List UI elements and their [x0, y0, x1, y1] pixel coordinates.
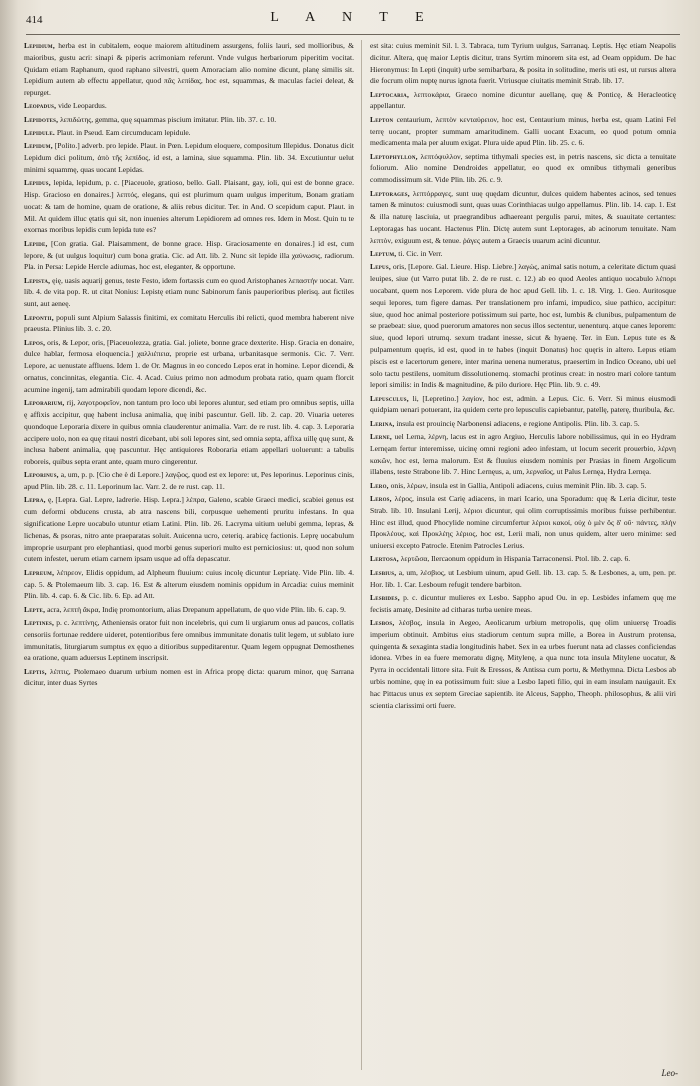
dictionary-entry: [370, 418, 676, 430]
entry-lemma: Lerina,: [370, 418, 395, 428]
dictionary-entry: [370, 261, 676, 391]
dictionary-entry: [24, 567, 354, 602]
dictionary-entry: [24, 275, 354, 310]
entry-text: Plaut. in Pseud. Eam circumducam lepidule.: [56, 128, 191, 138]
entry-lemma: Lepra,: [24, 495, 46, 505]
entry-lemma: Lepos,: [24, 337, 46, 347]
entry-text: insula est prouincię Narbonensi adiacens, e regione Antipolis. Plin. lib. 3. cap. 5.: [396, 418, 640, 428]
column-rule: [361, 40, 362, 1070]
dictionary-entry: [370, 493, 676, 552]
entry-lemma: Leptocaria,: [370, 89, 410, 99]
dictionary-entry: [24, 100, 354, 112]
left-column: [24, 40, 354, 1076]
entry-text: herba est in cubitalem, eoque maiorem altitudinem assurgens, foliis lauri, sed mollioribus, & maioribus, gustu acri: sinapi & piperis acrimoniam referunt. Vnde vulgus herbariorum piperitim vocitat. Quidam etiam Raphanum, quod raphano silvestri, quem Amoraciam alio nomine dicunt, planę similis sit. Lepidium autem ab effectu appellatur, quod πᾶς λεπίδας, hoc est, squammas, & maculas faciei deleat, & repurget.: [24, 41, 354, 98]
entry-text: p. c. λεπτίνης, Atheniensis orator fuit non incelebris, qui cum li urgiarum onus ad paucos, collatis censoriis fortunae reddere uideret, potentioribus fere omnibus immunitate donatis tulit legem, ut sublato iure immunitatis, liturgiarum sumptus ex ęquo a ditioribus suppeditarentur. Quam legem oppugnat Demosthenes ea oratione, quam aduersus Leptinem inscripsit.: [24, 617, 354, 663]
page-number: 414: [26, 14, 43, 26]
entry-lemma: Lertosa,: [370, 554, 399, 564]
entry-text: vide Leopardus.: [58, 101, 107, 111]
entry-text: λέρος, insula est Carię adiacens, in mari Icario, una Sporadum: quę & Leria dicitur, teste Strab. lib. 10. Insulani Lerij, λέριοι dicuntur, qui olim corruptissimis moribus fuisse perhibentur. Hinc est illud, quod Phocylide nomine circumfertur λέριοι κακοί, οὐχ ὁ μὲν ὃς δ' οὔ· πάντες, πλὴν Προκλέους, καὶ Προκλέης λέριος, hoc est, Lerii mali, non unus quidem, alter uero minime: sed uniuersi excepto Patrocle. Etenim Patrocles Lerius.: [370, 493, 676, 551]
dictionary-entry: [370, 89, 676, 113]
entry-lemma: Lepidus,: [24, 178, 51, 188]
page-header: [26, 8, 680, 35]
entry-lemma: Lepidum,: [24, 141, 53, 151]
dictionary-entry: [24, 140, 354, 175]
right-column: [370, 40, 676, 1076]
entry-lemma: Leporinus,: [24, 470, 59, 480]
entry-text: λεπτοκάρια, Graeco nomine dicuntur auellanę, quę & Ponticę, & Heracleoticę appellantur.: [370, 89, 676, 111]
dictionary-entry: [24, 604, 354, 616]
entry-text: ęię, uasis aquarij genus, teste Festo, idem fortassis cum eo quod Aristophanes λεπαστήν uocat. Varr. lib. 4. de vita pop. R. ut citat Nonius: Lepistę etiam nunc Sabinorum fanis pauperioribus plerisq. aut fictiles sunt, aut aeneę.: [24, 275, 354, 309]
entry-lemma: Lepus,: [370, 262, 391, 272]
entry-lemma: Lepte,: [24, 604, 46, 614]
entry-lemma: Lero,: [370, 480, 389, 490]
entry-text: [Polito.] adverb. pro lepide. Plaut. in Pœn. Lepidum eloquere, compositum Illepidus. Donatus dicit Lepidum dici politum, ἀπὸ τῆς λεπίδος, id est, a lamina, siue squamma. Plin. lib. 34. Excutiuntur uelut minimi squammę, quas uocant Lepidas.: [24, 141, 354, 174]
dictionary-entry: [24, 114, 354, 126]
entry-text: λεπτόφυλλον, septima tithymali species est, in petris nascens, sic dicta a tenuitate foliorum. Alio nomine Dendroides appellatur, eo quod ex omnibus tithymali generibus commodissimum sit. Vide Plin. lib. 26. c. 9.: [370, 151, 676, 185]
entry-lemma: Leporarium,: [24, 398, 65, 408]
entry-lemma: Lerne,: [370, 432, 393, 441]
entry-text: rij, λαγοτροφεῖον, non tantum pro loco ubi lepores aluntur, sed etiam pro omnibus septis, uilla ę affixis accipitur, quę habent inclusa animalia, quę inibi pascuntur. Gell. lib. 2. cap. 20. Viuaria ueteres quondoque Leporaria dixere in quibus omnia clauderentur animalia. Varr. de re rust. lib. 4. cap. 3. Leporaria accipere uolo, non ea quę ritaui nostri dicebant, ubi soli lepores sint, sed omnia septa, affixa uillę quę sunt, & inclusa habent animalia, quę pascuntur. Hęc antiquiores Roboraria etiam appellari uoluerunt: a tabulis roboreis, quibus septa erant ante, quam muro cingerentur.: [24, 398, 354, 467]
dictionary-entry: [24, 617, 354, 664]
dictionary-entry: [370, 480, 676, 492]
entry-text: λεπτόρραγες, sunt uuę quędam dicuntur, dulces quidem habentes acinos, sed tenues tamen & minutos: cuiusmodi sunt, quas uuas Corinthiacas uulgo appellamus. Plin. lib. 14. cap. 1. Est & illa naturę lasciuia, ut praegrandibus adhaereant pergulis parui, mites, & suauitate certantes: Leptoragas has uocant. Hactenus Plin. Dictę autem sunt Leptorages, ab acinorum tenuitate. Nam λεπτὸν, exiguum est, & tenue. ῥάγες autem a Graecis uuarum acini dicuntur.: [370, 188, 676, 245]
entry-lemma: Lepontii,: [24, 312, 54, 322]
entry-text: uel Lerna, λέρνη, lacus est in agro Argiuo, Herculis labore nobilissimus, qui in eo Hydram Lernęam fertur interemisse, uicinę omni regioni adeo infestam, ut locum secerit prouerbio, λέρνη κακῶν, hoc est, lerna malorum. Est & fluuius eiusdem nominis per Prasias in finem Argolicum illabens, teste Strabone lib. 7. Hinc Lernęus, a, um, λερναῖος, ut Palus Lernęa, Hydra Lernęa.: [370, 432, 676, 477]
entry-lemma: Lesbides,: [370, 592, 400, 602]
entry-lemma: Leros,: [370, 493, 392, 503]
dictionary-entry: [370, 114, 676, 149]
entry-text: p. c. dicuntur mulieres ex Lesbo. Sappho apud Ou. in ep. Lesbides infamem quę me fecistis amatę, Desinite ad citharas turba uenire meas.: [370, 592, 676, 614]
dictionary-entry: [24, 40, 354, 99]
entry-lemma: Lepidium,: [24, 41, 55, 50]
entry-text: λέσβος, insula in Aegeo, Aeolicarum urbium metropolis, quę olim uniuersę Troadis imperium obtinuit. Ambitus eius stadiorum centum supra mille, a Borea in Austrum protensa, quingenta & sexaginta stadia longitudinis habet. Sex in ea urbes fuerunt nata ad classes conficiendas idonea. Vrbes in ea fuere memoratu dignę, Mitylenę, a qua nunc tota insula Mitylene uocatur, & Pyrra in occidentali littore sita. Fuit & Eressos, & Antissa cum portu, & Methymna. Dicta Lesbos ab urbis nomine, quę in ea potissimum fuit: siue a Lesbo Iapeti filio, qui in eam insulam nauigauit. Ex hac Pittacus unus ex septem Greciae sapientib. ite Alceus, Sappho, Theoph. philosophus, & alii viri scientia clarissimi orti fuere.: [370, 617, 676, 710]
dictionary-entry: [24, 312, 354, 336]
entry-text: λέπρεον, Elidis oppidum, ad Alpheum fluuium: cuius incolę dicuntur Lepriatę. Vide Plin. lib. 4. cap. 5. & Ptolemaeum lib. 3. cap. 16. Est & alterum eiusdem nominis oppidum in Arcadia: cuius meminit Plin. lib. 4. cap. 6. & Cic. lib. 6. Ep. ad Att.: [24, 567, 354, 601]
entry-text: λερτῶσα, Ilercaonum oppidum in Hispania Tarraconensi. Ptol. lib. 2. cap. 6.: [400, 554, 631, 564]
dictionary-entry: [370, 567, 676, 591]
entry-text: oris, [Lepore. Gal. Lieure. Hisp. Liebre.] λαγώς, animal satis notum, a celeritate dictum quasi leuipes, siue (ut Varro putat lib. 2. de re rust. c. 12.) ab eo quod Aeoles antiquo uocabulo λέπορι uocabant, quem nos Leporem. vide plura de hoc apud Gell. lib. 1. c. 18. Virg. 1. Geo. Auritosque sequi lepores, tum figere damas. Per translationem pro infami, impudico, siue pathico, accipitur: siue, quod hoc animal posteriore potissimum sui parte, hoc est, lumbis & clunibus, pulpamentum de se praebeat: siue, quod puerorum amatores non secus illos sectentur, uenenturq. atque canes leporem: siue, quod lepori utrumq. sexum tradant inesse, sicut & hyaenę. Ter. in Eun. Lepus tute es & pulpamentum quęris, id est, quod in te habes (inquit Donatus) hoc quęris in altero. Lepus etiam piscis est e lacertorum genere, inter marina uenena numeratus, praesertim in Indico Oceano, ubi uel solo tactu pestilens, uomitum dissolutionemq. stomachi protinus creat: in nostro mari colore tantum lepori similis: in Indis & magnitudine, & pilo duriore. Hęc Plin. lib. 9. c. 49.: [370, 262, 676, 390]
entry-lemma: Leptophyllon,: [370, 151, 418, 161]
dictionary-entry: [370, 188, 676, 247]
entry-text: λέπτις, Ptolemaeo duarum urbium nomen est in Africa propę dicta: quarum minor, quę Sarrana dicitur, inter duas Syrtes: [24, 666, 354, 688]
dictionary-entry: [370, 553, 676, 565]
entry-text: ti. Cic. in Verr.: [398, 249, 443, 259]
entry-lemma: Lesbius,: [370, 567, 397, 577]
dictionary-entry: [370, 393, 676, 417]
running-head: L A N T E: [270, 10, 436, 25]
dictionary-entry: [370, 151, 676, 186]
entry-lemma: Lesbos,: [370, 617, 395, 627]
dictionary-entry: [24, 177, 354, 236]
entry-lemma: Leopadus,: [24, 101, 57, 111]
entry-text: lepida, lepidum, p. c. [Piaceuole, gratioso, bello. Gall. Plaisant, gay, ioli, qui est de bonne grace. Hisp. Gracioso en donaires.] λεπτός, elegans, qui est plurimum quam uulgus imperitum, Bonam gratiam uocat: & tam de homine, quam de oratione, & aliis rebus dicitur. Ter. in And. O scepidum caput. Plaut. in Mil. At quidem illuc ętatis qui sit, non inuenies alterum Lepidiorem ad omnes res. Idem in Most. Quin tu te exornas moribus lepidis cum lepida tute es?: [24, 178, 354, 235]
dictionary-entry: [24, 238, 354, 273]
entry-lemma: Lepreum,: [24, 567, 55, 577]
catchword: Leo-: [661, 1068, 678, 1078]
entry-lemma: Lepusculus,: [370, 393, 409, 403]
dictionary-entry: [370, 40, 676, 87]
entry-text: onis, λέρων, insula est in Gallia, Antipoli adiacens, cuius meminit Plin. lib. 3. cap. 5.: [390, 480, 647, 490]
dictionary-entry: [24, 397, 354, 468]
entry-text: centaurium, λεπτὸν κενταύρειον, hoc est, Centaurium minus, herba est, quam Latini Fel terrę uocant, propter summam amaritudinem. Galli uocant Exacum, eo quod potum omnia medicamenta mala per aluum exigat. Plura uide apud Plin. lib. 25. c. 6.: [370, 114, 676, 148]
entry-lemma: Leptum,: [370, 249, 397, 259]
entry-text: ę, [Lepra. Gal. Lepre, ladrerie. Hisp. Lepra.] λέπρα, Galeno, scabie Graeci medici, scabiei genus est cum deformi obducens crusta, ab atra nascens bili, corpusque uehementi pruritu infestans. In qua significatione Lepre uocabulo utuntur etiam Latini. Plin. lib. 26. Lacryma uitium uelubi gemma, lepras, & lichenas, & psoras, nitro ante praeparatas soluit. Auicenna ucro, ceteriq. arabicę factionis. Leprę uocabulum improprie usurpant pro elephantiasi, quod morbi genus superiori multo est perniciosius: ut, quod non solum cutem infestet, uerum etiam carnem ipsam usque ad offa depascatur.: [24, 495, 354, 564]
entry-lemma: Leptines,: [24, 617, 55, 627]
entry-lemma: Lepide,: [24, 238, 48, 248]
entry-lemma: Lepidotes,: [24, 114, 59, 124]
entry-text: λεπιδώτης, gemma, quę squammas piscium imitatur. Plin. lib. 37. c. 10.: [60, 114, 277, 124]
entry-text: est sita: cuius meminit Sil. l. 3. Tabraca, tum Tyrium uulgus, Sarranaq. Leptis. Hęc etiam Neapolis dicitur. Altera, quę maior Leptis dicitur, trans Syrtim minorem sita est, ad Oeam oppidum. De hac Hieronymus: In Lepti (inquit) urbe semibarbara, & posita in solitudine, meris uti est, ut rursus altera die focrum olim nuptę nurus ignota fuerit. Vtriusque ciuitatis meminit Strab. lib. 17.: [370, 41, 676, 86]
entry-text: populi sunt Alpium Salassis finitimi, ex comitatu Herculis ibi relicti, quod membra haberent nive praeusta. Plinius lib. 3. c. 20.: [24, 312, 354, 334]
entry-text: [Con gratia. Gal. Plaisamment, de bonne grace. Hisp. Graciosamente en donaires.] id est, cum lepore, & (ut uulgus loquitur) cum bona gratia. Cic. ad Att. lib. 2. Nunc sit lepide illa χαύνωσις, radiorum. Pla. in Persa: Lepide Hercle adiumas, hoc est, eleganter, & opportune.: [24, 238, 354, 272]
entry-text: a, um, p. p. [Cio che è di Lepore.] λαγῷος, quod est ex lepore: ut, Pes leporinus. Leporinus cinis, apud Plin. lib. 28. c. 11. Leporinum lac. Varr. 2. de re rust. cap. 11.: [24, 470, 354, 492]
entry-lemma: Lepista,: [24, 275, 51, 285]
gutter-shadow: [0, 0, 18, 1086]
entry-text: a, um, λέσβιος, ut Lesbium uinum, apud Gell. lib. 13. cap. 5. & Lesbones, a, um, pen. pr. Hor. lib. 1. Car. Lesboum refugit tendere barbiton.: [370, 567, 676, 589]
dictionary-entry: [370, 248, 676, 260]
entry-text: oris, & Lepor, oris, [Piaceuolezza, gratia. Gal. joliete, bonne grace dexterite. Hisp. Gracia en donaire, dulce hablar, fermosa eloquencia.] χαλλιέπεια, proprie est urbana, urbanitasque sermonis. Cic. 7. Verr. Lepore, ac uenustate affluens. Idem 1. de Or. Magnus in eo concedo Lepos erat in homine. Lepor dicendi, & ornatus, concinnitas, elegantia. Cic. 4. Acad. Cuius primo non admodum probata ratio, quam quam florcit acumine ingenij, tam admirabili quodam lepore dicendi, &c.: [24, 337, 354, 394]
dictionary-entry: [24, 127, 354, 139]
dictionary-entry: [24, 337, 354, 396]
entry-text: li, [Lepretino.] λαγίον, hoc est, admin. a Lepus. Cic. 6. Verr. Si minus eiusmodi quidpiam uenari potuerant, ita quidem certe pro lepusculis capiebantur, patellę, paterę, thuribula, &c.: [370, 393, 676, 415]
dictionary-entry: [24, 666, 354, 690]
dictionary-entry: [370, 617, 676, 711]
entry-text: acra, λεπτὴ ἄκρα, Indię promontorium, alias Drepanum appellatum, de quo vide Plin. lib. 6. cap. 9.: [47, 604, 346, 614]
dictionary-entry: [370, 431, 676, 478]
entry-lemma: Leptis,: [24, 666, 47, 676]
entry-lemma: Lepidule.: [24, 128, 55, 138]
dictionary-entry: [24, 494, 354, 565]
dictionary-entry: [370, 592, 676, 616]
entry-lemma: Leptorages,: [370, 188, 410, 198]
dictionary-entry: [24, 469, 354, 493]
entry-lemma: Lepton: [370, 114, 394, 124]
